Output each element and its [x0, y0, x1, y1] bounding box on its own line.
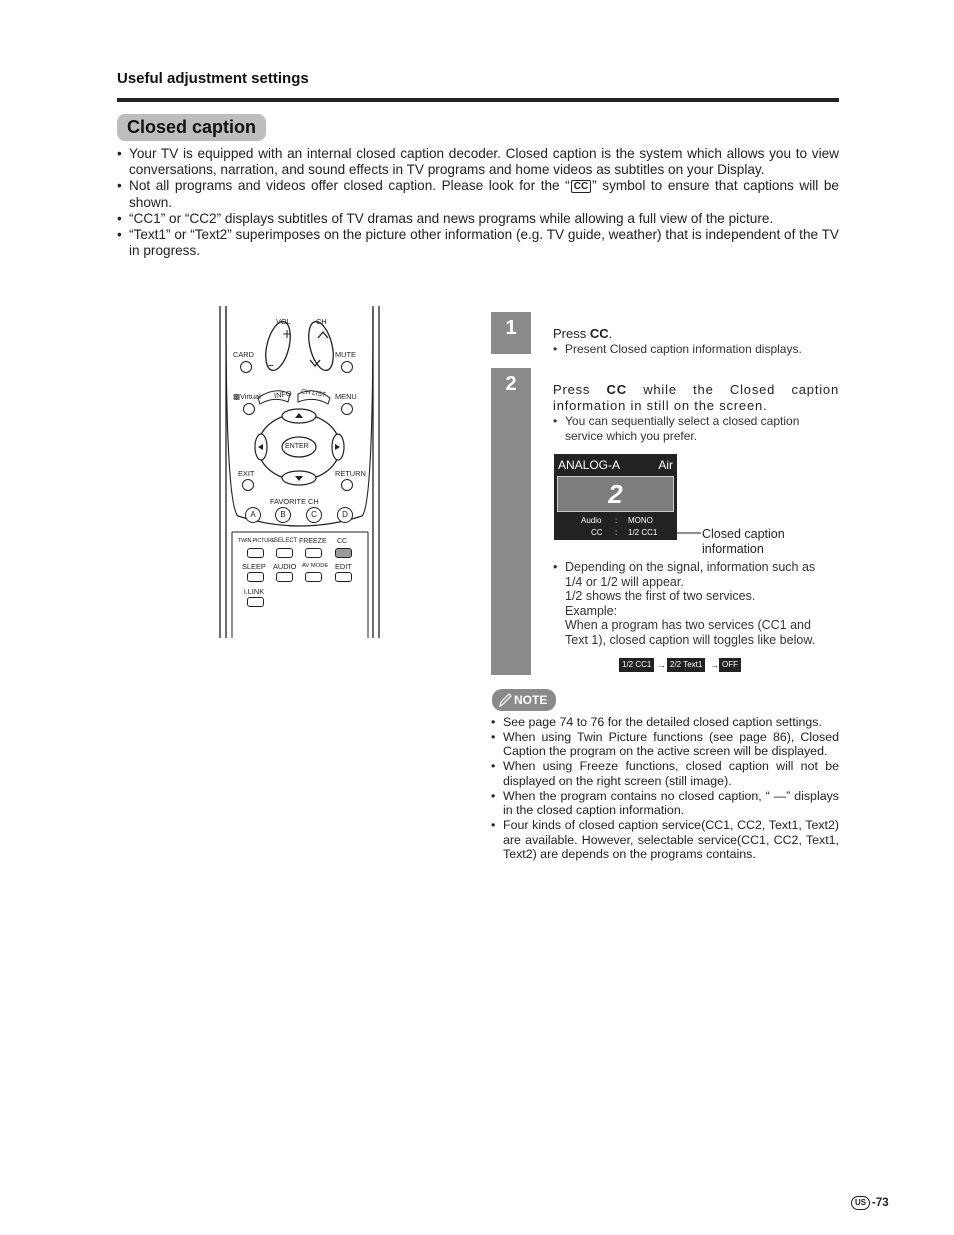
intro-list [117, 146, 839, 259]
sleep-button[interactable] [247, 572, 264, 582]
cc-info-value: 1/2 CC1 [628, 528, 658, 537]
edit-button[interactable] [335, 572, 352, 582]
note-item: • Four kinds of closed caption service(CC1, CC2, Text1, Text2) are available. However, selectable service(CC1, CC2, Text1, Text2) are depends on the programs contains. [490, 818, 839, 862]
virtual-label: ▩Virtual [233, 392, 261, 401]
step-2-note: • You can sequentially select a closed caption service which you prefer. [553, 414, 839, 443]
step-1-instruction: Press CC. [553, 326, 613, 341]
svg-text:–: – [268, 358, 274, 372]
chain-arrow-icon: → [710, 660, 719, 670]
chain-arrow-icon: → [657, 660, 666, 670]
note-item: • When using Twin Picture functions (see page 86), Closed Caption the program on the active screen will be displayed. [490, 730, 839, 759]
note-list [490, 715, 839, 862]
ilink-label: i.LINK [244, 587, 265, 596]
mute-button[interactable] [341, 361, 353, 373]
intro-item: • Your TV is equipped with an internal closed caption decoder. Closed caption is the system which allows you to view conversations, narration, and sound effects in TV programs and home videos as subtitles on your Display. [117, 146, 839, 178]
ch-label: CH [316, 317, 327, 326]
tv-screen-example: ANALOG-A Air 2 Audio : MONO CC : 1/2 CC1 [554, 454, 677, 540]
mute-label: MUTE [335, 350, 356, 359]
vol-label: VOL [276, 317, 291, 326]
intro-item: • “CC1” or “CC2” displays subtitles of TV dramas and news programs while allowing a full view of the picture. [117, 211, 839, 227]
cc-info-label: CC [591, 528, 603, 537]
cc-button[interactable] [335, 548, 352, 558]
exit-label: EXIT [238, 469, 255, 478]
chlist-label: CH LIST [300, 388, 327, 399]
step-1-number: 1 [505, 317, 517, 339]
card-label: CARD [233, 350, 254, 359]
intro-item: • “Text1” or “Text2” superimposes on the picture other information (e.g. TV guide, weather) that is independent of the TV in progress. [117, 227, 839, 259]
sleep-label: SLEEP [242, 562, 266, 571]
select-button[interactable] [276, 548, 293, 558]
favorite-d-button[interactable]: D [337, 507, 353, 523]
favorite-b-button[interactable]: B [275, 507, 291, 523]
favorite-c-button[interactable]: C [306, 507, 322, 523]
cc-label: CC [337, 538, 348, 545]
return-button[interactable] [341, 479, 353, 491]
freeze-button[interactable] [305, 548, 322, 558]
audio-label: AUDIO [273, 562, 297, 571]
audio-button[interactable] [276, 572, 293, 582]
chain-text1: 2/2 Text1 [667, 658, 705, 672]
page-number: US -73 [851, 1196, 889, 1210]
twin-picture-button[interactable] [247, 548, 264, 558]
chain-cc1: 1/2 CC1 [619, 658, 654, 672]
av-mode-button[interactable] [305, 572, 322, 582]
note-item: • When the program contains no closed caption, “ —” displays in the closed caption information. [490, 789, 839, 818]
menu-button[interactable] [341, 403, 353, 415]
depending-note: • Depending on the signal, information such as 1/4 or 1/2 will appear. 1/2 shows the first of two services. Example: When a program has two services (CC1 and Text 1), closed caption will toggles like below. [553, 560, 839, 648]
note-item: • When using Freeze functions, closed caption will not be displayed on the right screen (still image). [490, 759, 839, 788]
callout-line [677, 532, 701, 536]
note-item: • See page 74 to 76 for the detailed closed caption settings. [490, 715, 839, 730]
header-rule [117, 98, 839, 102]
favorite-label: FAVORITE CH [270, 497, 319, 506]
svg-text:+: + [282, 327, 293, 341]
tv-top-bar [554, 454, 677, 474]
step-1-bar [491, 312, 531, 354]
callout-label: Closed caption information [702, 527, 785, 556]
note-badge: NOTE [492, 689, 556, 711]
info-label: INFO [273, 388, 293, 401]
select-label: SELECT [274, 538, 298, 544]
remote-illustration [218, 306, 380, 638]
exit-button[interactable] [242, 479, 254, 491]
broadcast-band: Air [658, 458, 673, 472]
cc-symbol-icon: CC [571, 180, 591, 193]
us-region-badge: US [851, 1196, 870, 1210]
pencil-icon [498, 692, 512, 708]
chain-off: OFF [719, 658, 741, 672]
favorite-a-button[interactable]: A [245, 507, 261, 523]
step-2-bar [491, 368, 531, 675]
page-title: Closed caption [117, 114, 266, 141]
intro-item: • Not all programs and videos offer closed caption. Please look for the “ CC ” symbol to ensure that captions will be shown. [117, 178, 839, 210]
input-source: ANALOG-A [558, 458, 621, 472]
avmode-label: AV MODE [302, 563, 329, 569]
freeze-label: FREEZE [299, 538, 327, 545]
audio-info-label: Audio [581, 516, 602, 525]
virtual-button[interactable] [243, 403, 255, 415]
edit-label: EDIT [335, 562, 352, 571]
return-label: RETURN [335, 469, 366, 478]
menu-label: MENU [335, 392, 357, 401]
section-header: Useful adjustment settings [117, 70, 309, 87]
twin-label: TWIN PICTURE [238, 538, 276, 544]
channel-number: 2 [557, 476, 674, 512]
audio-info-value: MONO [628, 516, 653, 525]
ilink-button[interactable] [247, 597, 264, 607]
enter-label: ENTER [285, 443, 309, 450]
step-2-number: 2 [505, 373, 517, 395]
card-button[interactable] [240, 361, 252, 373]
step-1-note: • Present Closed caption information displays. [553, 342, 839, 357]
step-2-instruction: Press CC while the Closed caption information in still on the screen. [553, 382, 839, 413]
